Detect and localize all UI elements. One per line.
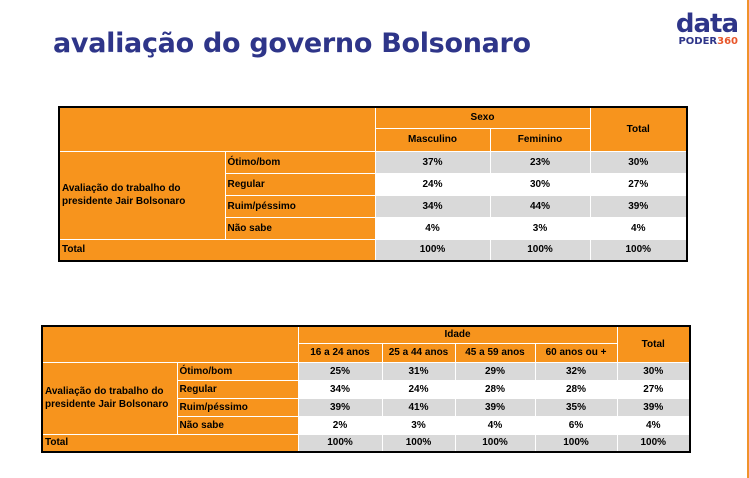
cell-value: 100% — [455, 434, 535, 452]
header-total: Total — [617, 326, 690, 362]
cell-value: 34% — [375, 195, 490, 217]
cell-total: 4% — [590, 217, 687, 239]
cell-total: 100% — [617, 434, 690, 452]
cell-total: 30% — [617, 362, 690, 380]
row-label-nao-sabe: Não sabe — [177, 416, 298, 434]
cell-total: 27% — [590, 173, 687, 195]
cell-total: 39% — [590, 195, 687, 217]
row-label-otimo-bom: Ótimo/bom — [225, 151, 375, 173]
cell-value: 24% — [375, 173, 490, 195]
cell-value: 44% — [490, 195, 590, 217]
row-label-regular: Regular — [225, 173, 375, 195]
cell-value: 28% — [535, 380, 617, 398]
cell-value: 100% — [375, 239, 490, 261]
col-header-masculino: Masculino — [375, 128, 490, 151]
cell-value: 3% — [490, 217, 590, 239]
cell-value: 39% — [455, 398, 535, 416]
logo-sub-poder: PODER — [678, 36, 718, 47]
row-label-otimo-bom: Ótimo/bom — [177, 362, 298, 380]
cell-value: 35% — [535, 398, 617, 416]
group-header-sexo: Sexo — [375, 107, 590, 128]
total-row-label: Total — [42, 434, 298, 452]
col-header-60-plus: 60 anos ou + — [535, 343, 617, 362]
cell-value: 23% — [490, 151, 590, 173]
header-blank — [59, 107, 375, 151]
logo-wordmark: data — [675, 9, 738, 39]
header-blank — [42, 326, 298, 362]
cell-value: 25% — [298, 362, 382, 380]
datapoder360-logo — [668, 9, 738, 52]
cell-total: 30% — [590, 151, 687, 173]
cell-value: 6% — [535, 416, 617, 434]
cell-value: 100% — [535, 434, 617, 452]
cell-total: 39% — [617, 398, 690, 416]
cell-value: 100% — [490, 239, 590, 261]
col-header-25-44: 25 a 44 anos — [382, 343, 455, 362]
cell-value: 41% — [382, 398, 455, 416]
cell-value: 3% — [382, 416, 455, 434]
table-idade — [41, 325, 691, 453]
cell-value: 4% — [375, 217, 490, 239]
cell-value: 2% — [298, 416, 382, 434]
total-row-label: Total — [59, 239, 375, 261]
row-group-label: Avaliação do trabalho do presidente Jair Bolsonaro — [42, 362, 177, 434]
cell-value: 24% — [382, 380, 455, 398]
cell-value: 34% — [298, 380, 382, 398]
cell-value: 29% — [455, 362, 535, 380]
cell-value: 100% — [382, 434, 455, 452]
cell-value: 37% — [375, 151, 490, 173]
row-label-ruim-pessimo: Ruim/péssimo — [177, 398, 298, 416]
cell-value: 4% — [455, 416, 535, 434]
table-sexo — [58, 106, 688, 262]
row-label-regular: Regular — [177, 380, 298, 398]
row-group-label: Avaliação do trabalho do presidente Jair Bolsonaro — [59, 151, 225, 239]
logo-sub-360: 360 — [717, 36, 738, 47]
cell-value: 39% — [298, 398, 382, 416]
cell-value: 32% — [535, 362, 617, 380]
col-header-feminino: Feminino — [490, 128, 590, 151]
cell-total: 100% — [590, 239, 687, 261]
cell-value: 28% — [455, 380, 535, 398]
page-title: avaliação do governo Bolsonaro — [53, 28, 531, 59]
cell-value: 30% — [490, 173, 590, 195]
cell-value: 100% — [298, 434, 382, 452]
cell-total: 4% — [617, 416, 690, 434]
cell-value: 31% — [382, 362, 455, 380]
cell-total: 27% — [617, 380, 690, 398]
group-header-idade: Idade — [298, 326, 617, 343]
col-header-45-59: 45 a 59 anos — [455, 343, 535, 362]
row-label-ruim-pessimo: Ruim/péssimo — [225, 195, 375, 217]
header-total: Total — [590, 107, 687, 151]
logo-subtitle — [668, 36, 738, 48]
col-header-16-24: 16 a 24 anos — [298, 343, 382, 362]
row-label-nao-sabe: Não sabe — [225, 217, 375, 239]
